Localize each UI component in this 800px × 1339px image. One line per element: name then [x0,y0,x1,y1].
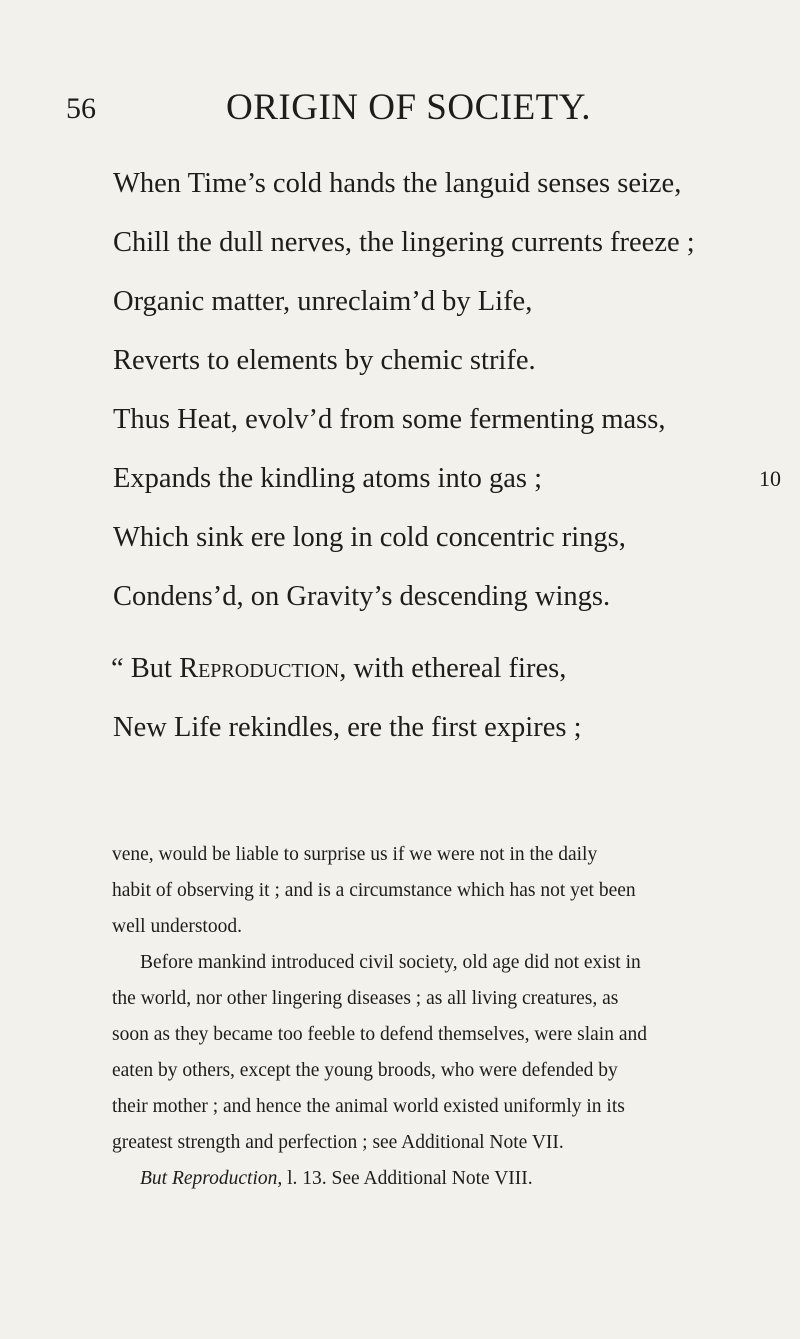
note-line: vene, would be liable to surprise us if we were not in the daily [112,844,598,865]
note-line: Before mankind introduced civil society, old age did not exist in [140,952,641,973]
verse-line-reproduction [111,652,566,686]
verse-line: Reverts to elements by chemic strife. [113,345,536,376]
verse-line: Chill the dull nerves, the lingering currents freeze ; [113,227,695,258]
page-number: 56 [66,92,96,125]
verse-line: When Time’s cold hands the languid senses seize, [113,168,682,199]
verse-line-rest: , with ethereal fires, [339,653,567,684]
verse-line: Organic matter, unreclaim’d by Life, [113,286,533,317]
note-line: habit of observing it ; and is a circumstance which has not yet been [112,880,636,901]
reference-rest: l. 13. See Additional Note VIII. [282,1168,533,1189]
note-line: the world, nor other lingering diseases ; as all living creatures, as [112,988,619,1009]
reproduction-word: Reproduction [179,653,340,684]
note-line: well understood. [112,916,242,937]
note-line-reference [140,1167,533,1191]
note-line: eaten by others, except the young broods, who were defended by [112,1060,618,1081]
reference-italic: But Reproduction, [140,1168,283,1189]
note-line: greatest strength and perfection ; see Additional Note VII. [112,1132,564,1153]
running-head: ORIGIN OF SOCIETY. [226,87,591,128]
verse-line: Which sink ere long in cold concentric rings, [113,522,626,553]
note-line: soon as they became too feeble to defend themselves, were slain and [112,1024,647,1045]
verse-line: Expands the kindling atoms into gas ; [113,463,543,494]
line-number: 10 [759,466,781,491]
note-line: their mother ; and hence the animal world existed uniformly in its [112,1096,625,1117]
verse-line: New Life rekindles, ere the first expires ; [113,712,582,743]
open-quote-text: “ But [111,653,180,684]
verse-line: Condens’d, on Gravity’s descending wings. [113,581,611,612]
verse-line: Thus Heat, evolv’d from some fermenting mass, [113,404,666,435]
page-header [66,86,766,136]
